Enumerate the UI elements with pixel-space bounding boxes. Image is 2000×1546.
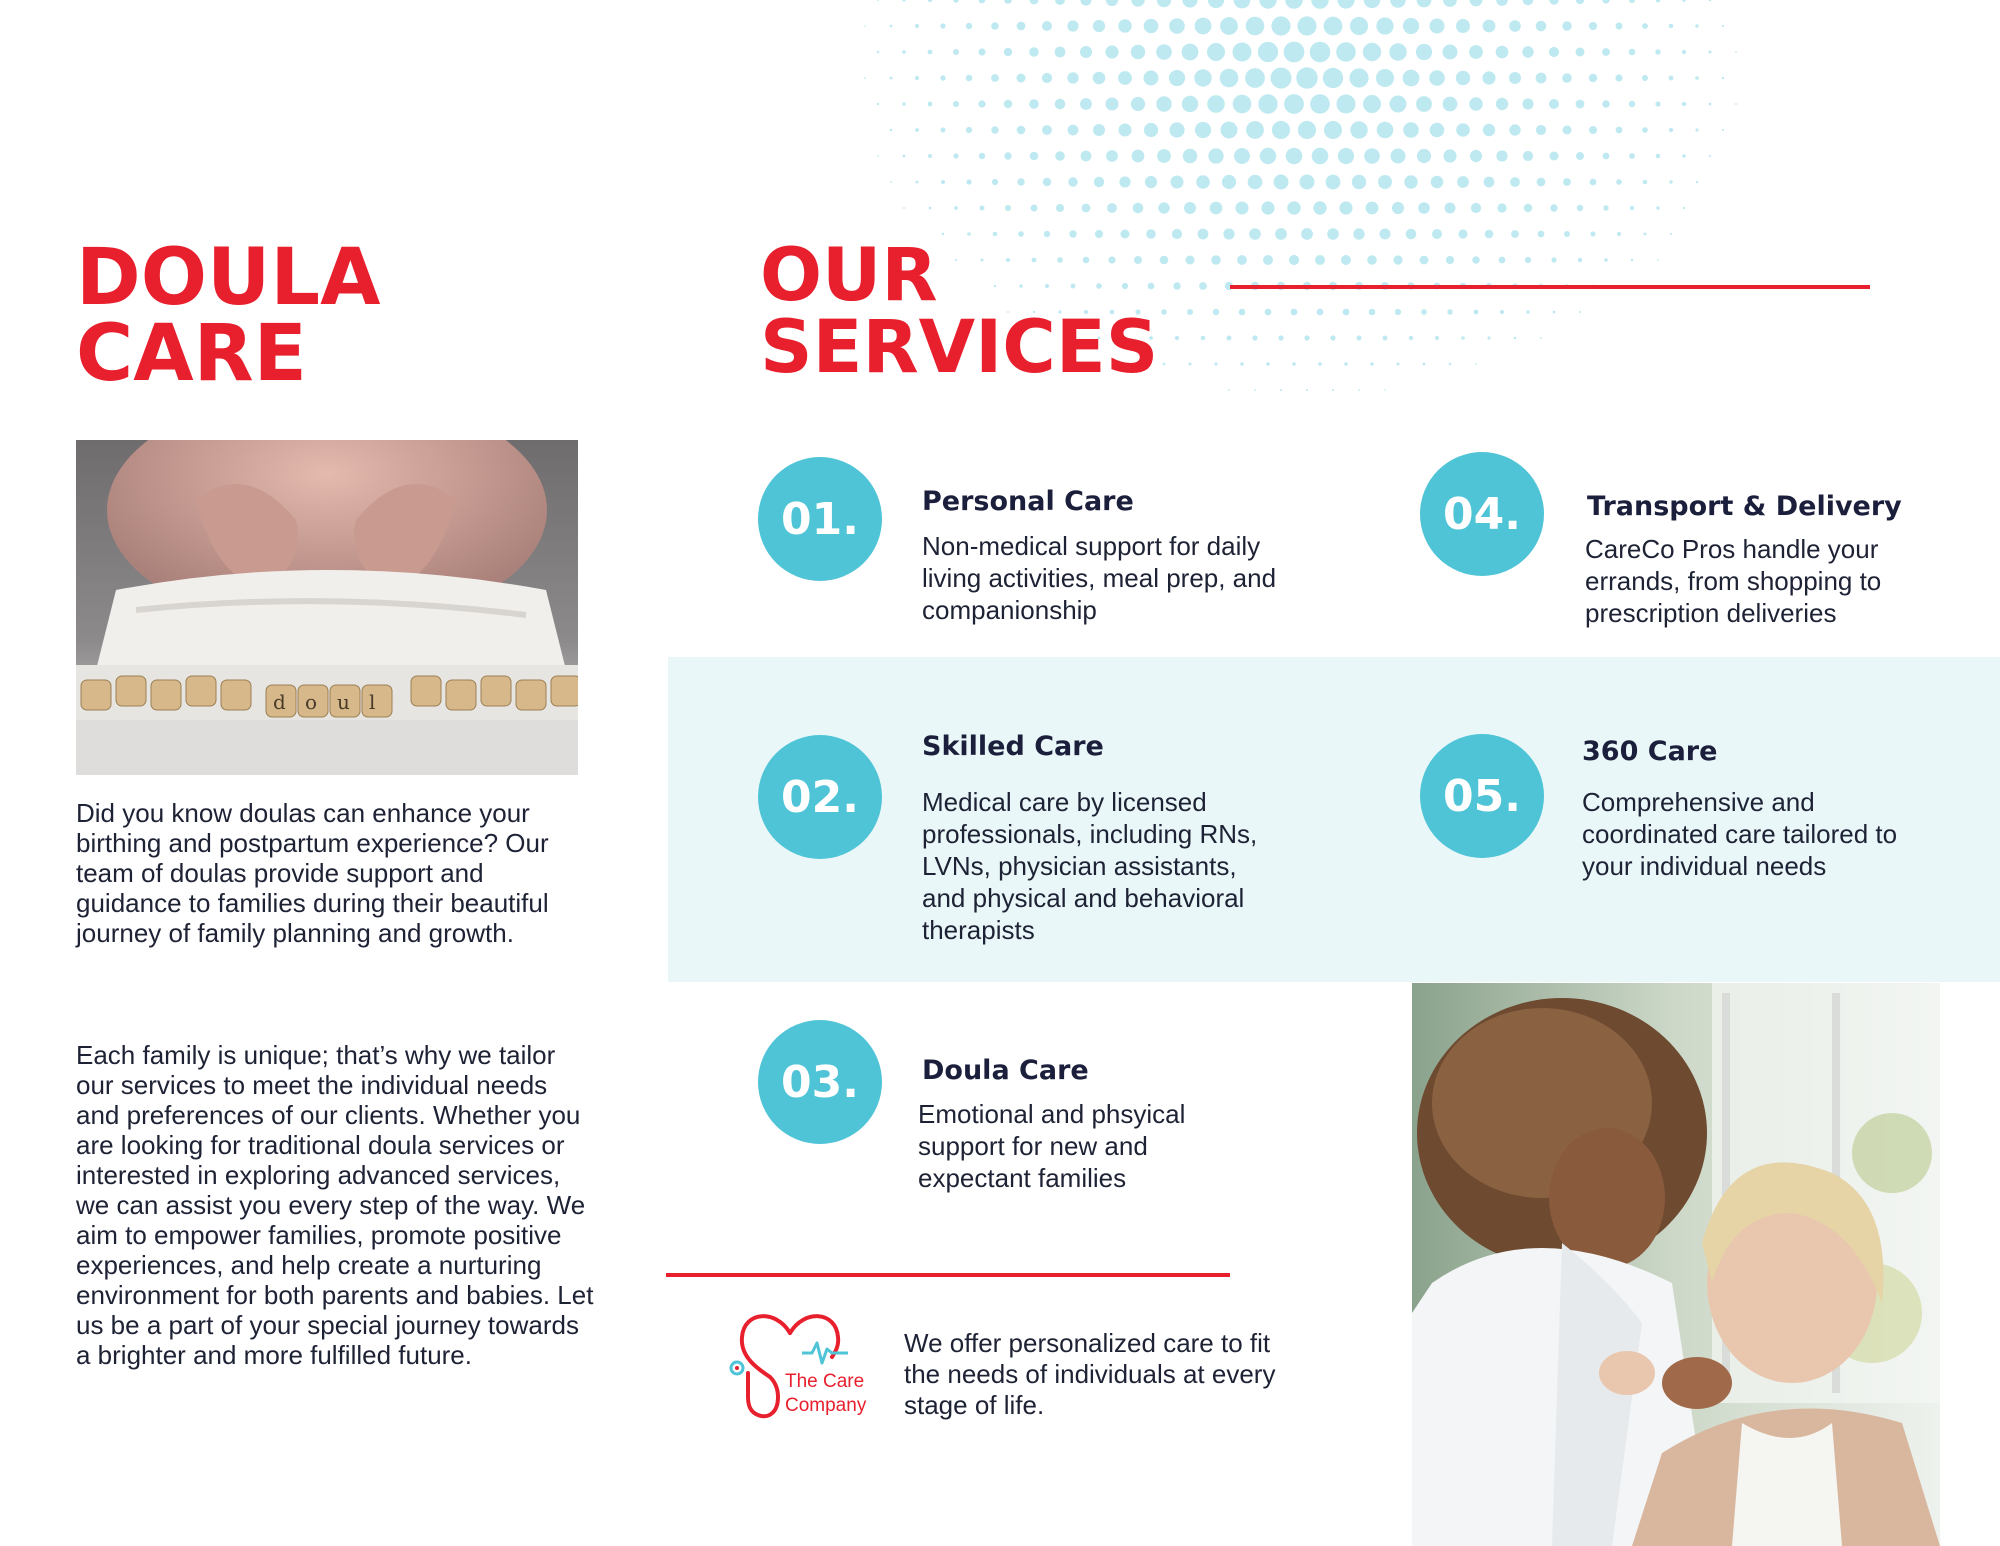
intro-paragraph: Did you know doulas can enhance your birthing and postpartum experience? Our team of doulas provide support and guidance to families during their beautiful journey of family planning and growth. [76, 798, 549, 948]
service-title: Doula Care [922, 1055, 1089, 1086]
service-title: Transport & Delivery [1587, 491, 1902, 522]
svg-text:l: l [369, 690, 376, 714]
logo-line: Company [785, 1395, 867, 1416]
service-number-badge: 01. [758, 457, 882, 581]
intro-paragraph: Each family is unique; that’s why we tailor our services to meet the individual needs and preferences of our clients. Whether you are looking for traditional doula services or interested in exploring advanced services, we can assist you every step of the way. We aim to empower families, promote positive experiences, and help create a nurturing environment for both parents and babies. Let us be a part of your special journey towards a brighter and more fulfilled future. [76, 1040, 594, 1370]
service-number-badge: 05. [1420, 734, 1544, 858]
service-title: Personal Care [922, 486, 1134, 517]
logo-line: The Care [785, 1371, 865, 1392]
doula-care-heading [76, 233, 381, 400]
service-description: CareCo Pros handle your errands, from shopping to prescription deliveries [1585, 534, 1882, 628]
caregiver-photo [1412, 983, 1940, 1546]
service-number-badge: 04. [1420, 452, 1544, 576]
service-description: Emotional and phsyical support for new and expectant families [918, 1099, 1186, 1193]
red-divider [666, 1273, 1230, 1277]
service-title: Skilled Care [922, 731, 1104, 762]
heading-line: DOULA [76, 233, 381, 323]
red-divider [1230, 285, 1870, 289]
service-description: Comprehensive and coordinated care tailored to your individual needs [1582, 787, 1898, 881]
company-tagline: We offer personalized care to fit the needs of individuals at every stage of life. [904, 1328, 1276, 1420]
heading-line: OUR [760, 233, 938, 318]
heading-line: SERVICES [760, 304, 1159, 390]
service-number-badge: 02. [758, 735, 882, 859]
doula-photo [76, 440, 578, 775]
svg-text:d: d [273, 690, 286, 714]
company-logo-text [785, 1370, 866, 1418]
service-description: Non-medical support for daily living activities, meal prep, and companionship [922, 531, 1277, 625]
our-services-heading [760, 233, 1159, 390]
service-number-badge: 03. [758, 1020, 882, 1144]
svg-text:u: u [337, 690, 350, 714]
svg-text:o: o [305, 690, 318, 714]
heading-line: CARE [76, 309, 307, 400]
service-description: Medical care by licensed professionals, including RNs, LVNs, physician assistants, and physical and behavioral therapists [922, 787, 1258, 945]
service-title: 360 Care [1582, 736, 1718, 767]
